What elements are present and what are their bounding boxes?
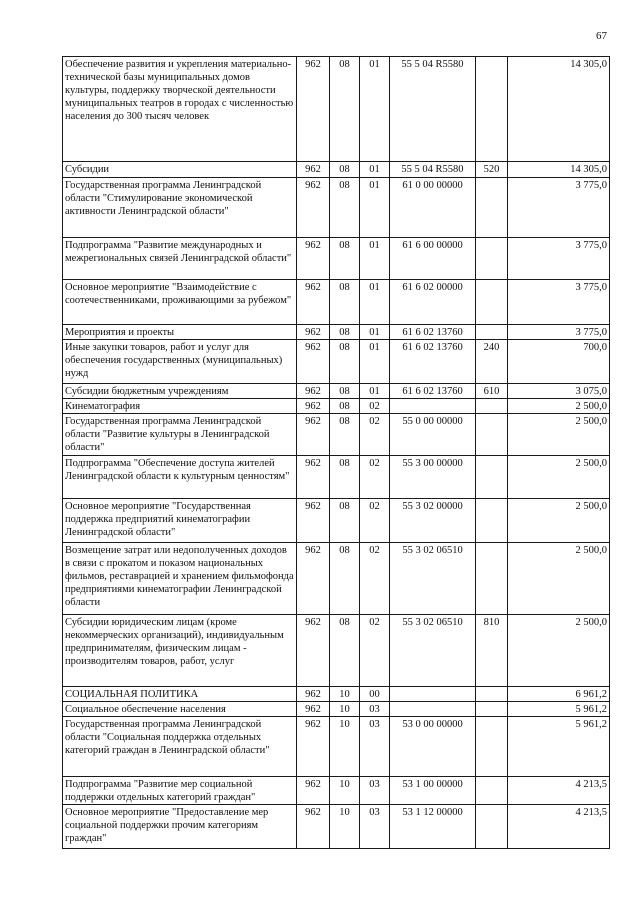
expense-type-cell <box>476 687 508 702</box>
target-code-cell: 55 0 00 00000 <box>390 414 476 456</box>
admin-code-cell: 962 <box>297 414 330 456</box>
subsection-code-cell: 01 <box>360 57 390 162</box>
target-code-cell: 53 1 12 00000 <box>390 805 476 849</box>
expense-type-cell: 810 <box>476 615 508 687</box>
subsection-code-cell: 01 <box>360 384 390 399</box>
amount-cell: 6 961,2 <box>508 687 610 702</box>
section-code-cell: 08 <box>330 57 360 162</box>
table-row <box>63 57 610 162</box>
section-code-cell: 10 <box>330 777 360 805</box>
section-code-cell: 08 <box>330 340 360 384</box>
target-code-cell: 55 5 04 R5580 <box>390 57 476 162</box>
row-name-cell: Субсидии бюджетным учреждениям <box>63 384 297 399</box>
subsection-code-cell: 01 <box>360 340 390 384</box>
subsection-code-cell: 01 <box>360 238 390 280</box>
target-code-cell: 53 1 00 00000 <box>390 777 476 805</box>
expense-type-cell: 610 <box>476 384 508 399</box>
section-code-cell: 08 <box>330 384 360 399</box>
row-name-cell: Кинематография <box>63 399 297 414</box>
table-body <box>63 57 610 849</box>
table-row <box>63 777 610 805</box>
admin-code-cell: 962 <box>297 399 330 414</box>
table-row <box>63 238 610 280</box>
expense-type-cell <box>476 238 508 280</box>
table-row <box>63 325 610 340</box>
expense-type-cell <box>476 499 508 543</box>
expense-type-cell <box>476 280 508 325</box>
amount-cell: 2 500,0 <box>508 456 610 499</box>
table-row <box>63 717 610 777</box>
section-code-cell: 08 <box>330 414 360 456</box>
row-name-cell: Иные закупки товаров, работ и услуг для обеспечения государственных (муниципальных) нужд <box>63 340 297 384</box>
admin-code-cell: 962 <box>297 178 330 238</box>
admin-code-cell: 962 <box>297 280 330 325</box>
row-name-cell: Субсидии юридическим лицам (кроме некоммерческих организаций), индивидуальным предпринимателям, физическим лицам - производителям товаров, работ, услуг <box>63 615 297 687</box>
amount-cell: 2 500,0 <box>508 414 610 456</box>
target-code-cell: 61 0 00 00000 <box>390 178 476 238</box>
table-row <box>63 399 610 414</box>
expense-type-cell <box>476 178 508 238</box>
row-name-cell: СОЦИАЛЬНАЯ ПОЛИТИКА <box>63 687 297 702</box>
expense-type-cell <box>476 717 508 777</box>
table-row <box>63 340 610 384</box>
admin-code-cell: 962 <box>297 615 330 687</box>
target-code-cell: 61 6 02 00000 <box>390 280 476 325</box>
subsection-code-cell: 02 <box>360 499 390 543</box>
section-code-cell: 08 <box>330 325 360 340</box>
section-code-cell: 10 <box>330 687 360 702</box>
table-row <box>63 499 610 543</box>
table-row <box>63 456 610 499</box>
subsection-code-cell: 00 <box>360 687 390 702</box>
amount-cell: 14 305,0 <box>508 162 610 178</box>
table-row <box>63 615 610 687</box>
section-code-cell: 08 <box>330 615 360 687</box>
amount-cell: 3 775,0 <box>508 238 610 280</box>
admin-code-cell: 962 <box>297 702 330 717</box>
expense-type-cell <box>476 325 508 340</box>
target-code-cell: 61 6 00 00000 <box>390 238 476 280</box>
section-code-cell: 08 <box>330 543 360 615</box>
amount-cell: 2 500,0 <box>508 499 610 543</box>
expense-type-cell <box>476 702 508 717</box>
section-code-cell: 08 <box>330 238 360 280</box>
row-name-cell: Подпрограмма "Обеспечение доступа жителей Ленинградской области к культурным ценностям" <box>63 456 297 499</box>
page-number: 67 <box>596 30 607 42</box>
row-name-cell: Основное мероприятие "Государственная поддержка предприятий кинематографии Ленинградской области" <box>63 499 297 543</box>
table-row <box>63 702 610 717</box>
row-name-cell: Субсидии <box>63 162 297 178</box>
target-code-cell: 55 3 02 06510 <box>390 543 476 615</box>
subsection-code-cell: 02 <box>360 456 390 499</box>
expense-type-cell <box>476 777 508 805</box>
expense-type-cell <box>476 543 508 615</box>
admin-code-cell: 962 <box>297 162 330 178</box>
section-code-cell: 10 <box>330 805 360 849</box>
row-name-cell: Основное мероприятие "Взаимодействие с соотечественниками, проживающими за рубежом" <box>63 280 297 325</box>
target-code-cell <box>390 687 476 702</box>
amount-cell: 4 213,5 <box>508 777 610 805</box>
admin-code-cell: 962 <box>297 384 330 399</box>
admin-code-cell: 962 <box>297 456 330 499</box>
amount-cell: 14 305,0 <box>508 57 610 162</box>
table-row <box>63 162 610 178</box>
subsection-code-cell: 02 <box>360 414 390 456</box>
target-code-cell: 61 6 02 13760 <box>390 325 476 340</box>
row-name-cell: Основное мероприятие "Предоставление мер социальной поддержки прочим категориям граждан" <box>63 805 297 849</box>
amount-cell: 3 075,0 <box>508 384 610 399</box>
row-name-cell: Возмещение затрат или недополученных доходов в связи с прокатом и показом национальных фильмов, реставрацией и хранением фильмофонда предприятиями кинематографии Ленинградской области <box>63 543 297 615</box>
amount-cell: 4 213,5 <box>508 805 610 849</box>
table-row <box>63 414 610 456</box>
expense-type-cell <box>476 57 508 162</box>
budget-table <box>62 56 610 849</box>
admin-code-cell: 962 <box>297 325 330 340</box>
subsection-code-cell: 01 <box>360 178 390 238</box>
subsection-code-cell: 02 <box>360 543 390 615</box>
row-name-cell: Государственная программа Ленинградской области "Стимулирование экономической активности Ленинградской области" <box>63 178 297 238</box>
table-row <box>63 687 610 702</box>
admin-code-cell: 962 <box>297 805 330 849</box>
row-name-cell: Мероприятия и проекты <box>63 325 297 340</box>
amount-cell: 2 500,0 <box>508 615 610 687</box>
amount-cell: 3 775,0 <box>508 178 610 238</box>
section-code-cell: 08 <box>330 280 360 325</box>
row-name-cell: Социальное обеспечение населения <box>63 702 297 717</box>
admin-code-cell: 962 <box>297 543 330 615</box>
admin-code-cell: 962 <box>297 687 330 702</box>
admin-code-cell: 962 <box>297 499 330 543</box>
table-row <box>63 178 610 238</box>
section-code-cell: 10 <box>330 702 360 717</box>
expense-type-cell: 240 <box>476 340 508 384</box>
row-name-cell: Государственная программа Ленинградской области "Развитие культуры в Ленинградской области" <box>63 414 297 456</box>
subsection-code-cell: 01 <box>360 325 390 340</box>
subsection-code-cell: 02 <box>360 399 390 414</box>
amount-cell: 5 961,2 <box>508 702 610 717</box>
row-name-cell: Государственная программа Ленинградской области "Социальная поддержка отдельных категорий граждан в Ленинградской области" <box>63 717 297 777</box>
admin-code-cell: 962 <box>297 57 330 162</box>
subsection-code-cell: 03 <box>360 805 390 849</box>
expense-type-cell <box>476 805 508 849</box>
target-code-cell: 55 5 04 R5580 <box>390 162 476 178</box>
table-row <box>63 543 610 615</box>
admin-code-cell: 962 <box>297 777 330 805</box>
table-row <box>63 805 610 849</box>
target-code-cell <box>390 399 476 414</box>
row-name-cell: Обеспечение развития и укрепления материально-технической базы муниципальных домов культуры, поддержку творческой деятельности муниципальных театров в городах с численностью населения до 300 тысяч человек <box>63 57 297 162</box>
target-code-cell: 55 3 00 00000 <box>390 456 476 499</box>
amount-cell: 3 775,0 <box>508 280 610 325</box>
row-name-cell: Подпрограмма "Развитие мер социальной поддержки отдельных категорий граждан" <box>63 777 297 805</box>
target-code-cell: 61 6 02 13760 <box>390 340 476 384</box>
admin-code-cell: 962 <box>297 717 330 777</box>
row-name-cell: Подпрограмма "Развитие международных и межрегиональных связей Ленинградской области" <box>63 238 297 280</box>
admin-code-cell: 962 <box>297 340 330 384</box>
target-code-cell <box>390 702 476 717</box>
table-row <box>63 384 610 399</box>
amount-cell: 2 500,0 <box>508 543 610 615</box>
amount-cell: 5 961,2 <box>508 717 610 777</box>
section-code-cell: 08 <box>330 456 360 499</box>
section-code-cell: 08 <box>330 178 360 238</box>
subsection-code-cell: 01 <box>360 162 390 178</box>
expense-type-cell <box>476 456 508 499</box>
amount-cell: 2 500,0 <box>508 399 610 414</box>
table-row <box>63 280 610 325</box>
section-code-cell: 08 <box>330 399 360 414</box>
section-code-cell: 08 <box>330 499 360 543</box>
expense-type-cell <box>476 399 508 414</box>
subsection-code-cell: 03 <box>360 717 390 777</box>
expense-type-cell: 520 <box>476 162 508 178</box>
target-code-cell: 53 0 00 00000 <box>390 717 476 777</box>
target-code-cell: 55 3 02 00000 <box>390 499 476 543</box>
section-code-cell: 10 <box>330 717 360 777</box>
expense-type-cell <box>476 414 508 456</box>
target-code-cell: 61 6 02 13760 <box>390 384 476 399</box>
subsection-code-cell: 01 <box>360 280 390 325</box>
amount-cell: 3 775,0 <box>508 325 610 340</box>
subsection-code-cell: 02 <box>360 615 390 687</box>
section-code-cell: 08 <box>330 162 360 178</box>
subsection-code-cell: 03 <box>360 777 390 805</box>
target-code-cell: 55 3 02 06510 <box>390 615 476 687</box>
subsection-code-cell: 03 <box>360 702 390 717</box>
admin-code-cell: 962 <box>297 238 330 280</box>
amount-cell: 700,0 <box>508 340 610 384</box>
